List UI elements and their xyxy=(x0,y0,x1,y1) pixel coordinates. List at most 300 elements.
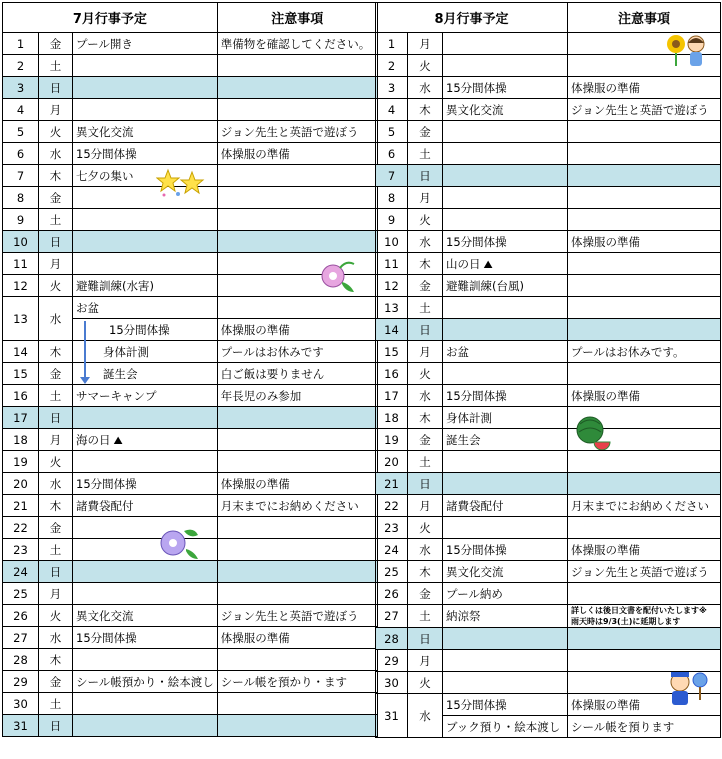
august-day-20: 20 xyxy=(376,451,408,473)
july-note-5: ジョン先生と英語で遊ぼう xyxy=(217,121,377,143)
july-event-2 xyxy=(73,55,218,77)
august-weekday-6: 土 xyxy=(408,143,443,165)
august-event-16 xyxy=(443,363,568,385)
august-note-21 xyxy=(568,473,721,495)
july-note-3 xyxy=(217,77,377,99)
july-day-23: 23 xyxy=(3,539,39,561)
august-weekday-19: 金 xyxy=(408,429,443,451)
august-note-7 xyxy=(568,165,721,187)
august-day-16: 16 xyxy=(376,363,408,385)
july-weekday-4: 月 xyxy=(39,99,73,121)
july-note-2 xyxy=(217,55,377,77)
july-note-26: ジョン先生と英語で遊ぼう xyxy=(217,605,377,627)
august-day-4: 4 xyxy=(376,99,408,121)
july-title: 7月行事予定 xyxy=(3,3,218,33)
august-event-2 xyxy=(443,55,568,77)
august-weekday-31: 水 xyxy=(408,694,443,738)
august-event-31-sub: ブック預り・絵本渡し xyxy=(443,716,568,738)
july-event-29 xyxy=(73,671,218,693)
event-label: 異文化交流 xyxy=(446,102,504,117)
july-row-20 xyxy=(3,473,378,495)
august-note-25: ジョン先生と英語で遊ぼう xyxy=(568,561,721,583)
august-row-9 xyxy=(376,209,721,231)
august-row-16 xyxy=(376,363,721,385)
august-day-28: 28 xyxy=(376,628,408,650)
august-weekday-1: 月 xyxy=(408,33,443,55)
august-event-4 xyxy=(443,99,568,121)
august-weekday-9: 火 xyxy=(408,209,443,231)
july-day-19: 19 xyxy=(3,451,39,473)
event-label: お盆 xyxy=(76,300,99,315)
august-schedule-table xyxy=(375,2,721,738)
august-weekday-29: 月 xyxy=(408,650,443,672)
august-note-11 xyxy=(568,253,721,275)
july-weekday-20: 水 xyxy=(39,473,73,495)
july-day-7: 7 xyxy=(3,165,39,187)
july-row-14 xyxy=(3,341,378,363)
holiday-mark-icon: ⛰ xyxy=(483,257,493,271)
august-day-15: 15 xyxy=(376,341,408,363)
event-label: 諸費袋配付 xyxy=(76,498,134,513)
august-weekday-22: 月 xyxy=(408,495,443,517)
august-event-5 xyxy=(443,121,568,143)
july-day-14: 14 xyxy=(3,341,39,363)
july-day-9: 9 xyxy=(3,209,39,231)
event-label: 15分間体操 xyxy=(446,234,507,249)
july-row-4 xyxy=(3,99,378,121)
event-label: シール帳預かり・絵本渡し xyxy=(76,674,214,689)
july-weekday-6: 水 xyxy=(39,143,73,165)
july-note-20: 体操服の準備 xyxy=(217,473,377,495)
morning-glory-blue-icon xyxy=(156,523,200,561)
august-weekday-23: 火 xyxy=(408,517,443,539)
august-weekday-20: 土 xyxy=(408,451,443,473)
august-note-31-sub: シール帳を預ります xyxy=(568,716,721,738)
august-event-6 xyxy=(443,143,568,165)
july-day-30: 30 xyxy=(3,693,39,715)
august-weekday-3: 水 xyxy=(408,77,443,99)
august-day-26: 26 xyxy=(376,583,408,605)
august-event-8 xyxy=(443,187,568,209)
july-day-31: 31 xyxy=(3,715,39,737)
july-event-6 xyxy=(73,143,218,165)
july-weekday-2: 土 xyxy=(39,55,73,77)
august-row-10 xyxy=(376,231,721,253)
august-day-2: 2 xyxy=(376,55,408,77)
july-note-15: 白ご飯は要りません xyxy=(217,363,377,385)
august-event-9 xyxy=(443,209,568,231)
event-label: 15分間体操 xyxy=(76,146,137,161)
event-label: 身体計測 xyxy=(446,410,492,425)
august-weekday-17: 水 xyxy=(408,385,443,407)
event-label: 七夕の集い xyxy=(76,168,134,183)
july-day-22: 22 xyxy=(3,517,39,539)
event-label: プール開き xyxy=(76,36,133,51)
august-note-28 xyxy=(568,628,721,650)
event-label: 15分間体操 xyxy=(446,388,507,403)
august-event-19 xyxy=(443,429,568,451)
july-note-7 xyxy=(217,165,377,187)
august-weekday-4: 木 xyxy=(408,99,443,121)
august-day-5: 5 xyxy=(376,121,408,143)
august-event-30 xyxy=(443,672,568,694)
august-row-15 xyxy=(376,341,721,363)
july-note-1: 準備物を確認してください。 xyxy=(217,33,377,55)
holiday-mark-icon: ⛰ xyxy=(113,433,123,447)
august-event-31 xyxy=(443,694,568,716)
july-day-4: 4 xyxy=(3,99,39,121)
august-weekday-18: 木 xyxy=(408,407,443,429)
august-event-29 xyxy=(443,650,568,672)
august-note-10: 体操服の準備 xyxy=(568,231,721,253)
july-row-26 xyxy=(3,605,378,627)
august-day-29: 29 xyxy=(376,650,408,672)
august-weekday-24: 水 xyxy=(408,539,443,561)
july-note-4 xyxy=(217,99,377,121)
july-weekday-17: 日 xyxy=(39,407,73,429)
july-row-31 xyxy=(3,715,378,737)
july-notes-header: 注意事項 xyxy=(217,3,377,33)
august-event-7 xyxy=(443,165,568,187)
july-weekday-29: 金 xyxy=(39,671,73,693)
august-row-7 xyxy=(376,165,721,187)
july-note-14: プールはお休みです xyxy=(217,341,377,363)
july-weekday-22: 金 xyxy=(39,517,73,539)
watermelon-icon xyxy=(574,414,612,450)
august-event-15 xyxy=(443,341,568,363)
july-weekday-24: 日 xyxy=(39,561,73,583)
july-event-31 xyxy=(73,715,218,737)
august-day-22: 22 xyxy=(376,495,408,517)
july-day-1: 1 xyxy=(3,33,39,55)
august-weekday-11: 木 xyxy=(408,253,443,275)
july-event-27 xyxy=(73,627,218,649)
august-weekday-10: 水 xyxy=(408,231,443,253)
august-row-6 xyxy=(376,143,721,165)
july-note-25 xyxy=(217,583,377,605)
august-day-3: 3 xyxy=(376,77,408,99)
july-note-9 xyxy=(217,209,377,231)
july-event-20 xyxy=(73,473,218,495)
tanabata-stars-icon xyxy=(156,168,206,198)
august-event-17 xyxy=(443,385,568,407)
july-note-17 xyxy=(217,407,377,429)
july-day-18: 18 xyxy=(3,429,39,451)
august-note-24: 体操服の準備 xyxy=(568,539,721,561)
july-weekday-16: 土 xyxy=(39,385,73,407)
event-label: 15分間体操 xyxy=(446,80,507,95)
august-day-17: 17 xyxy=(376,385,408,407)
event-label: 身体計測 xyxy=(103,344,149,359)
july-event-18 xyxy=(73,429,218,451)
august-row-22 xyxy=(376,495,721,517)
july-header-row xyxy=(3,3,378,33)
july-row-9 xyxy=(3,209,378,231)
august-note-27 xyxy=(568,605,721,628)
july-row-6 xyxy=(3,143,378,165)
august-day-21: 21 xyxy=(376,473,408,495)
august-day-24: 24 xyxy=(376,539,408,561)
july-event-1 xyxy=(73,33,218,55)
july-event-15 xyxy=(73,363,218,385)
august-event-24 xyxy=(443,539,568,561)
august-row-19 xyxy=(376,429,721,451)
event-label: 誕生会 xyxy=(103,366,138,381)
august-weekday-26: 金 xyxy=(408,583,443,605)
august-title: 8月行事予定 xyxy=(376,3,568,33)
august-event-13 xyxy=(443,297,568,319)
august-row-25 xyxy=(376,561,721,583)
july-weekday-18: 月 xyxy=(39,429,73,451)
event-label: 15分間体操 xyxy=(76,630,137,645)
july-event-25 xyxy=(73,583,218,605)
august-row-12 xyxy=(376,275,721,297)
august-day-14: 14 xyxy=(376,319,408,341)
july-weekday-15: 金 xyxy=(39,363,73,385)
august-note-16 xyxy=(568,363,721,385)
july-weekday-30: 土 xyxy=(39,693,73,715)
july-row-5 xyxy=(3,121,378,143)
july-day-21: 21 xyxy=(3,495,39,517)
august-note-13 xyxy=(568,297,721,319)
august-row-29 xyxy=(376,650,721,672)
august-day-27: 27 xyxy=(376,605,408,628)
event-label: 15分間体操 xyxy=(446,542,507,557)
july-row-10 xyxy=(3,231,378,253)
july-event-13-sub: 15分間体操 xyxy=(73,319,218,341)
july-day-12: 12 xyxy=(3,275,39,297)
august-event-21 xyxy=(443,473,568,495)
august-weekday-25: 木 xyxy=(408,561,443,583)
july-event-11 xyxy=(73,253,218,275)
july-weekday-3: 日 xyxy=(39,77,73,99)
july-weekday-21: 木 xyxy=(39,495,73,517)
august-event-25 xyxy=(443,561,568,583)
event-label: プール納め xyxy=(446,586,503,601)
july-weekday-12: 火 xyxy=(39,275,73,297)
july-schedule-table xyxy=(2,2,378,737)
july-day-16: 16 xyxy=(3,385,39,407)
obon-arrow-line xyxy=(84,321,86,379)
august-row-3 xyxy=(376,77,721,99)
august-event-3 xyxy=(443,77,568,99)
july-weekday-14: 木 xyxy=(39,341,73,363)
july-note-27: 体操服の準備 xyxy=(217,627,377,649)
july-event-21 xyxy=(73,495,218,517)
august-day-1: 1 xyxy=(376,33,408,55)
august-row-24 xyxy=(376,539,721,561)
july-note-23 xyxy=(217,539,377,561)
august-row-23 xyxy=(376,517,721,539)
july-note-29: シール帳を預かり・ます xyxy=(217,671,377,693)
july-event-3 xyxy=(73,77,218,99)
july-weekday-10: 日 xyxy=(39,231,73,253)
july-event-13 xyxy=(73,297,218,319)
august-day-23: 23 xyxy=(376,517,408,539)
july-row-30 xyxy=(3,693,378,715)
august-note-26 xyxy=(568,583,721,605)
july-day-5: 5 xyxy=(3,121,39,143)
august-note-8 xyxy=(568,187,721,209)
july-weekday-8: 金 xyxy=(39,187,73,209)
july-row-21 xyxy=(3,495,378,517)
july-event-14 xyxy=(73,341,218,363)
july-row-3 xyxy=(3,77,378,99)
july-event-24 xyxy=(73,561,218,583)
july-note-6: 体操服の準備 xyxy=(217,143,377,165)
event-label: 異文化交流 xyxy=(76,608,134,623)
july-row-2 xyxy=(3,55,378,77)
august-event-28 xyxy=(443,628,568,650)
july-weekday-9: 土 xyxy=(39,209,73,231)
july-row-29 xyxy=(3,671,378,693)
july-row-19 xyxy=(3,451,378,473)
august-note-3: 体操服の準備 xyxy=(568,77,721,99)
july-event-12 xyxy=(73,275,218,297)
july-weekday-28: 木 xyxy=(39,649,73,671)
august-event-11 xyxy=(443,253,568,275)
event-label: 海の日 xyxy=(76,432,111,447)
event-label: 15分間体操 xyxy=(446,697,507,712)
july-row-18 xyxy=(3,429,378,451)
august-day-6: 6 xyxy=(376,143,408,165)
august-note-22: 月末までにお納めください xyxy=(568,495,721,517)
july-event-16 xyxy=(73,385,218,407)
august-weekday-7: 日 xyxy=(408,165,443,187)
august-note-20 xyxy=(568,451,721,473)
august-weekday-14: 日 xyxy=(408,319,443,341)
july-row-25 xyxy=(3,583,378,605)
july-day-20: 20 xyxy=(3,473,39,495)
july-day-17: 17 xyxy=(3,407,39,429)
august-note-29 xyxy=(568,650,721,672)
july-event-28 xyxy=(73,649,218,671)
july-note-31 xyxy=(217,715,377,737)
july-day-28: 28 xyxy=(3,649,39,671)
july-note-18 xyxy=(217,429,377,451)
august-weekday-30: 火 xyxy=(408,672,443,694)
july-weekday-1: 金 xyxy=(39,33,73,55)
july-note-19 xyxy=(217,451,377,473)
august-event-10 xyxy=(443,231,568,253)
july-weekday-25: 月 xyxy=(39,583,73,605)
august-event-18 xyxy=(443,407,568,429)
july-row-24 xyxy=(3,561,378,583)
august-day-9: 9 xyxy=(376,209,408,231)
august-day-13: 13 xyxy=(376,297,408,319)
july-day-3: 3 xyxy=(3,77,39,99)
july-event-4 xyxy=(73,99,218,121)
august-note-6 xyxy=(568,143,721,165)
july-day-8: 8 xyxy=(3,187,39,209)
july-weekday-13: 水 xyxy=(39,297,73,341)
august-day-12: 12 xyxy=(376,275,408,297)
august-day-10: 10 xyxy=(376,231,408,253)
august-row-21 xyxy=(376,473,721,495)
note-line: 雨天時は9/3(土)に延期します xyxy=(571,617,681,626)
july-weekday-23: 土 xyxy=(39,539,73,561)
august-row-14 xyxy=(376,319,721,341)
july-note-21: 月末までにお納めください xyxy=(217,495,377,517)
august-event-23 xyxy=(443,517,568,539)
july-row-15 xyxy=(3,363,378,385)
august-weekday-12: 金 xyxy=(408,275,443,297)
event-label: サマーキャンプ xyxy=(76,388,157,403)
july-row-17 xyxy=(3,407,378,429)
july-day-26: 26 xyxy=(3,605,39,627)
august-note-23 xyxy=(568,517,721,539)
july-day-11: 11 xyxy=(3,253,39,275)
august-note-5 xyxy=(568,121,721,143)
event-label: 避難訓練(台風) xyxy=(446,278,524,293)
august-day-31: 31 xyxy=(376,694,408,738)
august-weekday-13: 土 xyxy=(408,297,443,319)
july-event-17 xyxy=(73,407,218,429)
july-row-16 xyxy=(3,385,378,407)
july-day-10: 10 xyxy=(3,231,39,253)
august-weekday-16: 火 xyxy=(408,363,443,385)
july-weekday-31: 日 xyxy=(39,715,73,737)
july-event-9 xyxy=(73,209,218,231)
july-day-29: 29 xyxy=(3,671,39,693)
july-weekday-19: 火 xyxy=(39,451,73,473)
august-row-13 xyxy=(376,297,721,319)
august-event-22 xyxy=(443,495,568,517)
august-event-1 xyxy=(443,33,568,55)
august-rows xyxy=(376,33,721,738)
august-weekday-15: 月 xyxy=(408,341,443,363)
july-event-19 xyxy=(73,451,218,473)
august-day-8: 8 xyxy=(376,187,408,209)
august-note-14 xyxy=(568,319,721,341)
august-row-11 xyxy=(376,253,721,275)
august-day-18: 18 xyxy=(376,407,408,429)
august-day-30: 30 xyxy=(376,672,408,694)
august-event-14 xyxy=(443,319,568,341)
july-day-6: 6 xyxy=(3,143,39,165)
july-day-24: 24 xyxy=(3,561,39,583)
august-row-5 xyxy=(376,121,721,143)
event-label: 15分間体操 xyxy=(76,476,137,491)
august-weekday-2: 火 xyxy=(408,55,443,77)
july-day-25: 25 xyxy=(3,583,39,605)
july-note-10 xyxy=(217,231,377,253)
august-note-17: 体操服の準備 xyxy=(568,385,721,407)
august-row-17 xyxy=(376,385,721,407)
august-weekday-27: 土 xyxy=(408,605,443,628)
july-note-30 xyxy=(217,693,377,715)
july-weekday-5: 火 xyxy=(39,121,73,143)
july-day-13: 13 xyxy=(3,297,39,341)
july-note-28 xyxy=(217,649,377,671)
july-day-27: 27 xyxy=(3,627,39,649)
august-event-12 xyxy=(443,275,568,297)
july-event-10 xyxy=(73,231,218,253)
august-row-8 xyxy=(376,187,721,209)
event-label: お盆 xyxy=(446,344,469,359)
july-note-22 xyxy=(217,517,377,539)
july-event-30 xyxy=(73,693,218,715)
event-label: 避難訓練(水害) xyxy=(76,278,154,293)
august-row-28 xyxy=(376,628,721,650)
july-event-26 xyxy=(73,605,218,627)
august-weekday-28: 日 xyxy=(408,628,443,650)
august-row-18 xyxy=(376,407,721,429)
event-label: 異文化交流 xyxy=(446,564,504,579)
august-event-27 xyxy=(443,605,568,628)
august-day-11: 11 xyxy=(376,253,408,275)
event-label: 山の日 xyxy=(446,256,481,271)
